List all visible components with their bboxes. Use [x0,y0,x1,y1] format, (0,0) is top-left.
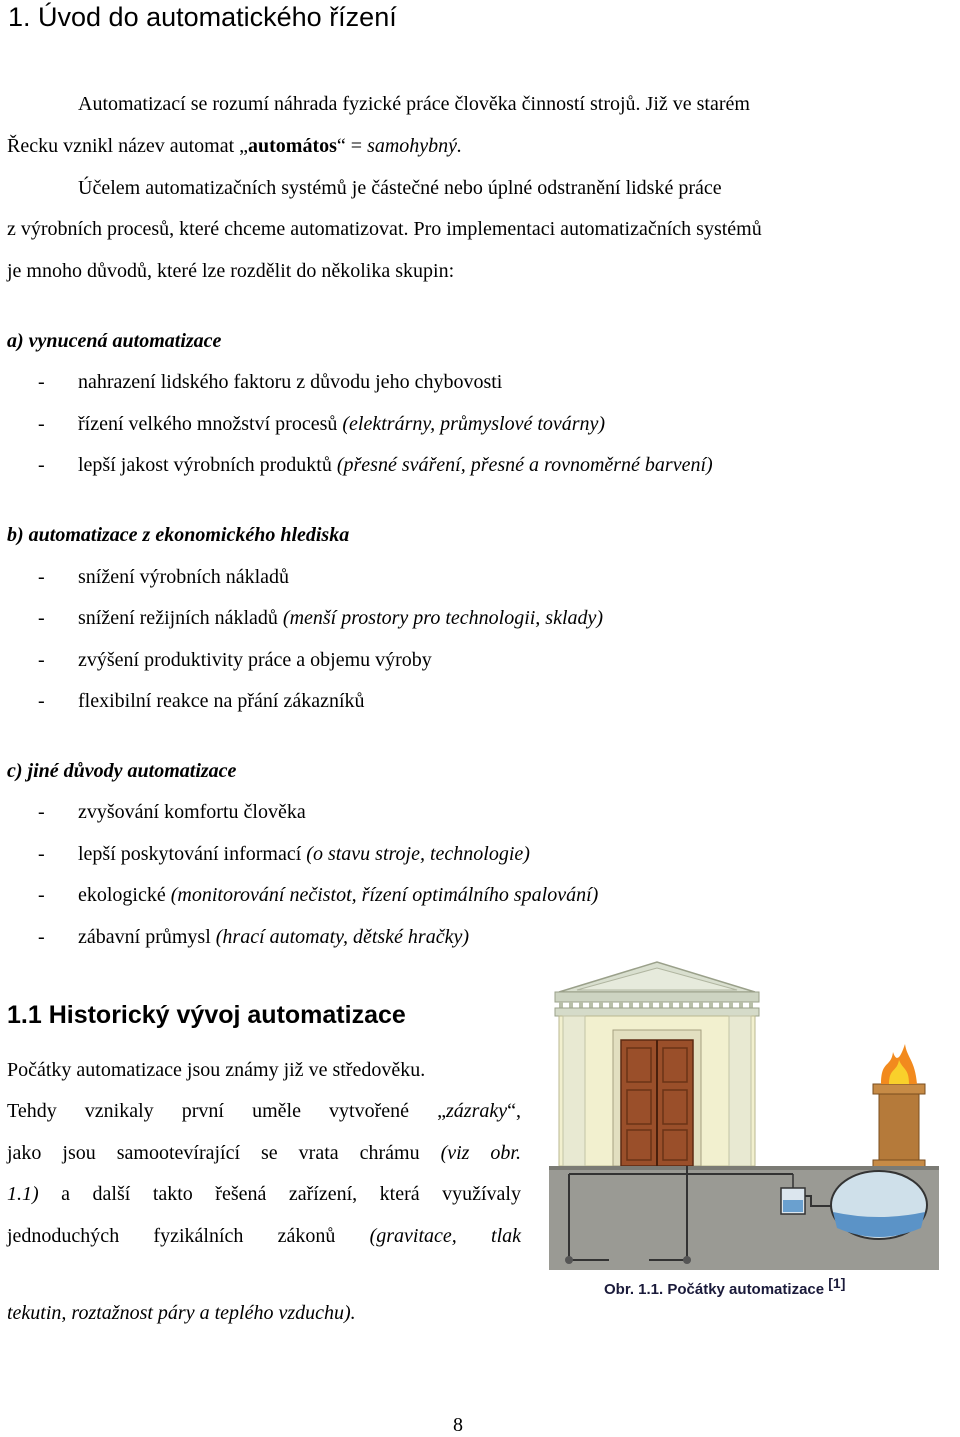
list-item: - lepší jakost výrobních produktů (přesné sváření, přesné a rovnoměrné barvení) [38,454,713,476]
intro-line-2: Řecku vznikl název automat „automátos“ = samohybný. [7,135,463,157]
intro-line-5: je mnoho důvodů, které lze rozdělit do několika skupin: [7,260,455,282]
list-item: - zvyšování komfortu člověka [38,801,306,823]
history-line-1: Počátky automatizace jsou známy již ve středověku. [7,1059,426,1081]
list-item: - zábavní průmysl (hrací automaty, dětské hračky) [38,926,470,948]
section-a-title: a) vynucená automatizace [7,330,222,352]
history-line-3: jako jsou samootevírající se vrata chrámu (viz obr. [7,1142,521,1164]
intro-line-4: z výrobních procesů, které chceme automatizovat. Pro implementaci automatizačních systémů [7,218,762,240]
history-line-2: Tehdy vznikaly první uměle vytvořené „zázraky“, [7,1100,521,1122]
temple-doors-mechanism-image [549,960,939,1270]
section-c-title: c) jiné důvody automatizace [7,760,237,782]
history-line-5: jednoduchých fyzikálních zákonů (gravitace, tlak [7,1225,521,1247]
intro-line-3: Účelem automatizačních systémů je částečné nebo úplné odstranění lidské práce [78,177,722,199]
list-item: - snížení režijních nákladů (menší prostory pro technologii, sklady) [38,607,604,629]
section-heading-history: 1.1 Historický vývoj automatizace [7,1001,406,1029]
list-item: - ekologické (monitorování nečistot, řízení optimálního spalování) [38,884,599,906]
automatos-term: automátos [248,135,337,157]
history-line-4: 1.1) a další takto řešená zařízení, která využívaly [7,1183,521,1205]
list-item: - lepší poskytování informací (o stavu stroje, technologie) [38,843,530,865]
list-item: - snížení výrobních nákladů [38,566,290,588]
list-item: - řízení velkého množství procesů (elektrárny, průmyslové továrny) [38,413,606,435]
page-number: 8 [453,1414,463,1436]
list-item: - nahrazení lidského faktoru z důvodu jeho chybovosti [38,371,503,393]
temple-illustration [549,960,939,1298]
figure-caption: Obr. 1.1. Počátky automatizace [1] [604,1275,846,1298]
list-item: - flexibilní reakce na přání zákazníků [38,690,365,712]
section-b-title: b) automatizace z ekonomického hlediska [7,524,350,546]
intro-line-1: Automatizací se rozumí náhrada fyzické práce člověka činností strojů. Již ve starém [78,93,750,115]
page-title: 1. Úvod do automatického řízení [8,2,397,32]
list-item: - zvýšení produktivity práce a objemu výroby [38,649,432,671]
history-line-6: tekutin, roztažnost páry a teplého vzduchu). [7,1302,356,1324]
